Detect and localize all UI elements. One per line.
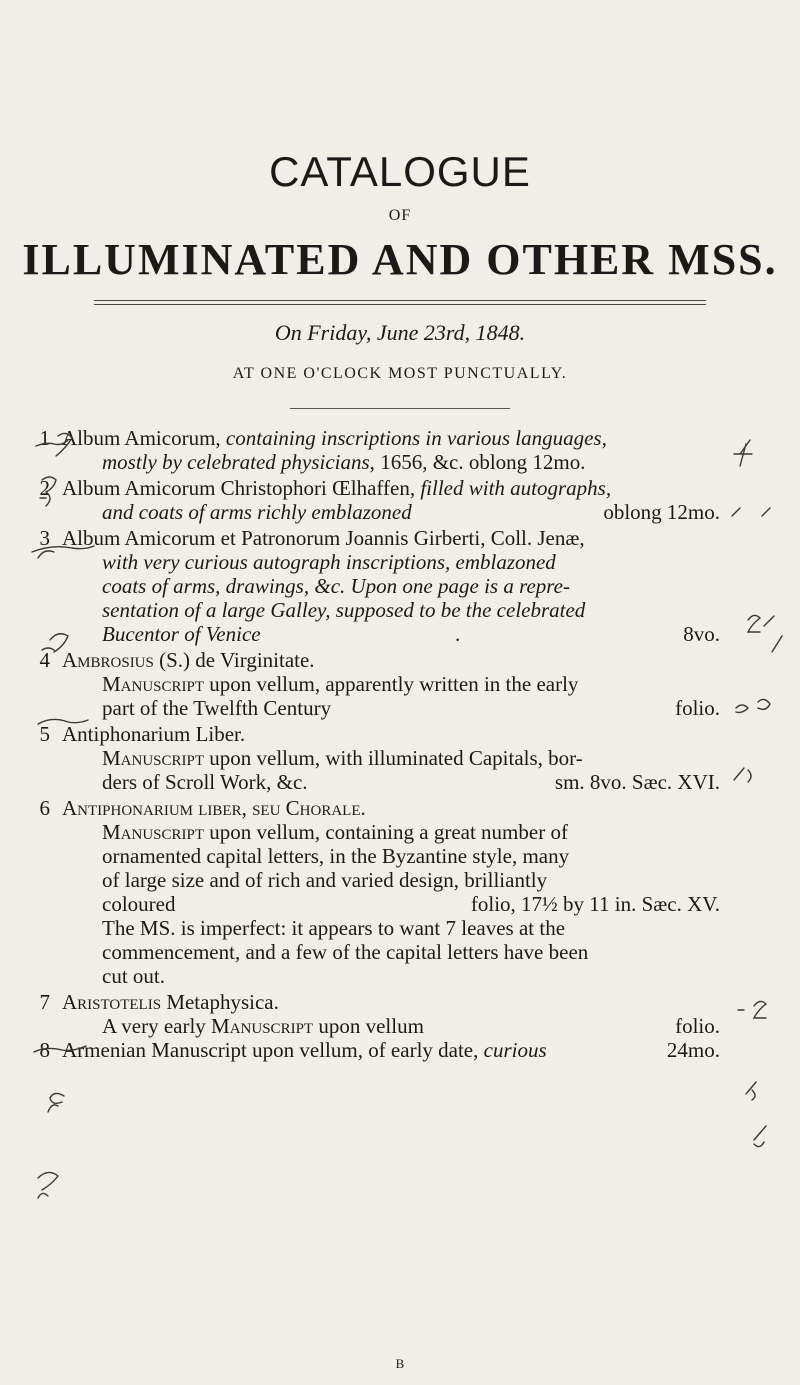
lot-3-line-3: coats of arms, drawings, &c. Upon one page is a repre-: [102, 574, 570, 598]
lot-1-line-2: mostly by celebrated physicians, 1656, &c. oblong 12mo.: [102, 450, 586, 474]
lot-number: 1: [39, 426, 50, 450]
lot-6-line-6: The MS. is imperfect: it appears to want 7 leaves at the: [102, 916, 566, 940]
lot-number: 6: [39, 796, 50, 820]
lot-2-line-1: 2 Album Amicorum Christophori Œlhaffen, filled with autographs,: [0, 473, 800, 503]
lot-2-line-2: and coats of arms richly emblazoned oblong 12mo.: [102, 500, 720, 524]
catalogue-title: CATALOGUE: [269, 148, 531, 195]
lot-3-line-1: 3 Album Amicorum et Patronorum Joannis Girberti, Coll. Jenæ,: [0, 523, 800, 553]
lot-number: 3: [39, 526, 50, 550]
lot-number: 8: [39, 1038, 50, 1062]
lot-5-line-2: Manuscript upon vellum, with illuminated Capitals, bor-: [102, 746, 583, 770]
margin-handwriting-right: [728, 440, 788, 1065]
catalogue-subtitle: ILLUMINATED AND OTHER MSS.: [22, 235, 778, 284]
lot-number: 2: [39, 476, 50, 500]
lot-3-line-4: sentation of a large Galley, supposed to be the celebrated: [102, 598, 586, 622]
lot-6-line-8: cut out.: [102, 964, 165, 988]
lot-6-line-5: coloured folio, 17½ by 11 in. Sæc. XV.: [102, 892, 720, 916]
sale-date: On Friday, June 23rd, 1848.: [274, 320, 526, 345]
lot-6-line-7: commencement, and a few of the capital letters have been: [102, 940, 589, 964]
lot-3-line-5: Bucentor of Venice . 8vo.: [102, 622, 720, 646]
lot-number: 5: [39, 722, 50, 746]
lot-6-line-1: 6 Antiphonarium liber, seu Chorale.: [0, 793, 800, 823]
lot-5-line-3: ders of Scroll Work, &c. sm. 8vo. Sæc. XVI.: [102, 770, 720, 794]
lot-7-line-2: A very early Manuscript upon vellum folio.: [102, 1014, 720, 1038]
lot-6-line-4: of large size and of rich and varied design, brilliantly: [102, 868, 548, 892]
short-rule-divider: [290, 408, 510, 409]
lot-7-line-1: 7 Aristotelis Metaphysica.: [0, 987, 800, 1017]
double-rule-divider: [94, 300, 706, 305]
signature-mark: B: [395, 1356, 405, 1371]
lot-3-line-2: with very curious autograph inscriptions, emblazoned: [102, 550, 556, 574]
lot-4-line-2: Manuscript upon vellum, apparently written in the early: [102, 672, 579, 696]
lot-6-line-2: Manuscript upon vellum, containing a great number of: [102, 820, 568, 844]
title-of: OF: [388, 207, 412, 224]
lot-8-line-1: 8 Armenian Manuscript upon vellum, of early date, curious 24mo.: [0, 1035, 800, 1065]
margin-handwriting-left: [28, 428, 98, 1113]
lot-1-line-1: 1 Album Amicorum, containing inscriptions in various languages,: [0, 423, 800, 453]
lot-4-line-3: part of the Twelfth Century folio.: [102, 696, 720, 720]
lot-5-line-1: 5 Antiphonarium Liber.: [0, 719, 800, 749]
lot-4-line-1: 4 Ambrosius (S.) de Virginitate.: [0, 645, 800, 675]
lot-number: 7: [39, 990, 50, 1014]
lot-6-line-3: ornamented capital letters, in the Byzantine style, many: [102, 844, 570, 868]
sale-time: AT ONE O'CLOCK MOST PUNCTUALLY.: [232, 365, 568, 382]
lot-number: 4: [39, 648, 50, 672]
